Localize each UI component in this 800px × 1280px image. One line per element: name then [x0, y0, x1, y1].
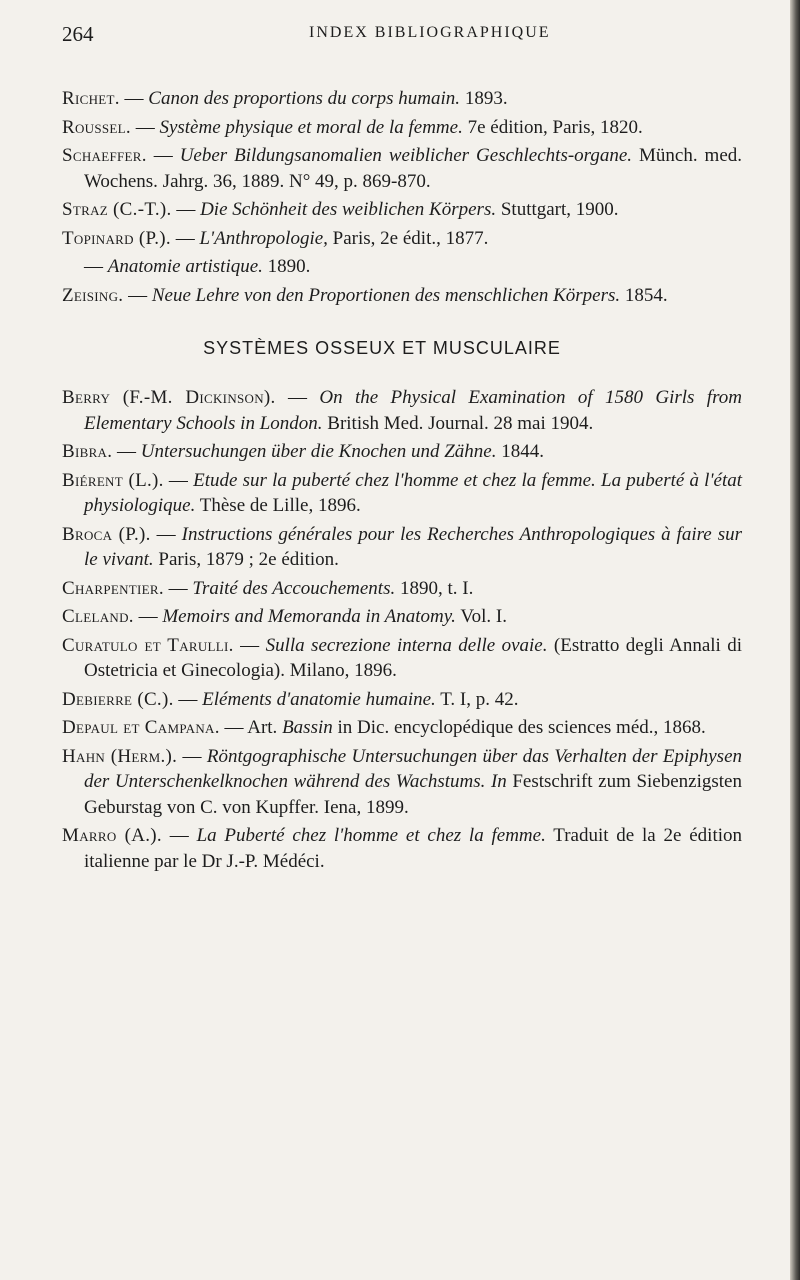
entry-details: 1890. — [262, 256, 311, 277]
bibliography-entry — [62, 687, 742, 713]
entry-details: (Estratto degli Annali di Ostetricia et Ginecologia). Milano, 1896. — [84, 634, 743, 681]
entry-details: Festschrift zum Siebenzigsten Geburstag von C. von Kupffer. Iena, 1899. — [84, 771, 742, 818]
entry-details: Thèse de Lille, 1896. — [195, 495, 361, 516]
entry-author: Berry (F.-M. Dickinson). — [62, 387, 276, 408]
bibliography-entry — [62, 439, 742, 465]
running-title: INDEX BIBLIOGRAPHIQUE — [309, 24, 551, 41]
entry-details: British Med. Journal. 28 mai 1904. — [322, 412, 594, 434]
entry-details: Paris, 1879 ; 2e édition. — [153, 549, 339, 570]
entry-separator: — — [84, 256, 108, 277]
page-edge-shadow — [790, 0, 800, 1280]
entry-author: Broca (P.). — [62, 523, 151, 545]
entry-author: Schaeffer. — [62, 145, 147, 166]
entry-details: 7e édition, Paris, 1820. — [462, 116, 643, 138]
page-header — [62, 22, 762, 52]
entry-separator: — — [150, 523, 182, 545]
bibliography-entry — [62, 86, 742, 112]
entry-separator: — — [233, 634, 266, 656]
bibliography-entry — [62, 385, 742, 436]
entry-details: 1893. — [460, 88, 508, 109]
entry-author: Curatulo et Tarulli. — [62, 634, 234, 656]
entry-author: Depaul et Campana. — [62, 717, 220, 738]
entry-title: Ueber Bildungsanomalien weiblicher Geschlechts-organe. — [179, 145, 633, 166]
entry-details: T. I, p. 42. — [435, 688, 519, 710]
entry-title: Memoirs and Memoranda in Anatomy. — [162, 606, 456, 627]
bibliography-entry — [62, 522, 742, 573]
entry-author: Hahn (Herm.). — [62, 745, 178, 767]
entry-title: Sulla secrezione interna delle ovaie. — [265, 634, 548, 656]
page-number: 264 — [62, 22, 94, 46]
entry-title: Röntgographische Untersuchungen über das Verhalten der Epiphysen der Unterschenkelknochen während des Wachstums. In — [84, 745, 743, 792]
entry-title: Canon des proportions du corps humain. — [148, 88, 461, 109]
bibliography — [62, 86, 742, 877]
entry-details: 1890, t. I. — [395, 577, 474, 599]
entry-title: Untersuchungen über die Knochen und Zähne. — [140, 441, 497, 462]
entry-separator: — — [163, 469, 194, 491]
entry-details: 1844. — [496, 441, 544, 462]
entry-author: Roussel. — [62, 116, 131, 138]
entry-separator: — — [130, 116, 160, 138]
entry-author: Zeising. — [62, 284, 124, 306]
entry-details: 1854. — [620, 284, 668, 306]
entry-separator: — — [171, 199, 201, 220]
bibliography-entry — [62, 115, 742, 141]
entry-author: Straz (C.-T.). — [62, 199, 172, 220]
entry-title: Die Schönheit des weiblichen Körpers. — [200, 199, 497, 220]
entry-separator: — — [161, 825, 197, 846]
bibliography-entry — [62, 604, 742, 630]
entry-author: Cleland. — [62, 606, 134, 627]
entry-separator: — — [177, 745, 207, 767]
entry-author: Topinard (P.). — [62, 227, 171, 249]
entry-list-top — [62, 86, 742, 308]
entry-title: Système physique et moral de la femme. — [159, 116, 463, 138]
bibliography-entry — [62, 283, 742, 309]
entry-author: Marro (A.). — [62, 825, 162, 846]
entry-details: Stuttgart, 1900. — [496, 199, 619, 220]
bibliography-entry — [62, 744, 742, 821]
entry-title: La Puberté chez l'homme et chez la femme. — [196, 825, 546, 846]
entry-title: Traité des Accouchements. — [192, 577, 396, 599]
entry-separator: — — [112, 441, 141, 462]
entry-title: Eléments d'anatomie humaine. — [202, 688, 436, 710]
bibliography-entry — [62, 823, 742, 874]
entry-separator: — — [170, 227, 200, 249]
entry-details: in Dic. encyclopédique des sciences méd., 1868. — [332, 717, 706, 738]
entry-separator: — — [275, 387, 320, 408]
bibliography-entry — [62, 226, 742, 252]
entry-details: Art. — [247, 717, 283, 738]
entry-separator: — — [219, 717, 248, 738]
entry-title: Anatomie artistique. — [107, 256, 263, 277]
entry-title: On the Physical Examination of 1580 Girls from Elementary Schools in London. — [84, 387, 742, 434]
bibliography-entry — [62, 254, 742, 280]
entry-title: Bassin — [282, 717, 333, 738]
bibliography-entry — [62, 197, 742, 223]
entry-author: Biérent (L.). — [62, 469, 164, 491]
entry-title: Etude sur la puberté chez l'homme et chez la femme. La puberté à l'état physiologique. — [84, 469, 743, 516]
entry-details: Vol. I. — [455, 606, 507, 627]
entry-separator: — — [163, 577, 193, 599]
section-heading: SYSTÈMES OSSEUX ET MUSCULAIRE — [203, 338, 561, 358]
entry-author: Debierre (C.). — [62, 688, 174, 710]
bibliography-entry — [62, 633, 742, 684]
entry-details: Paris, 2e édit., 1877. — [327, 227, 489, 249]
entry-title: Neue Lehre von den Proportionen des menschlichen Körpers. — [151, 284, 621, 306]
entry-author: Charpentier. — [62, 577, 164, 599]
entry-details: Traduit de la 2e édition italienne par le Dr J.-P. Médéci. — [84, 825, 743, 872]
entry-author: Richet. — [62, 88, 120, 109]
entry-separator: — — [146, 145, 180, 166]
entry-separator: — — [123, 284, 152, 306]
entry-separator: — — [133, 606, 163, 627]
bibliography-entry — [62, 576, 742, 602]
entry-separator: — — [119, 88, 149, 109]
entry-title: L'Anthropologie, — [199, 227, 328, 249]
bibliography-entry — [62, 468, 742, 519]
entry-details: Münch. med. Wochens. Jahrg. 36, 1889. N° 49, p. 869-870. — [84, 145, 743, 192]
entry-separator: — — [173, 688, 203, 710]
bibliography-entry — [62, 715, 742, 741]
bibliography-entry — [62, 143, 742, 194]
entry-author: Bibra. — [62, 441, 113, 462]
entry-title: Instructions générales pour les Recherches Anthropologiques à faire sur le vivant. — [84, 523, 742, 570]
entry-list-bottom — [62, 385, 742, 874]
